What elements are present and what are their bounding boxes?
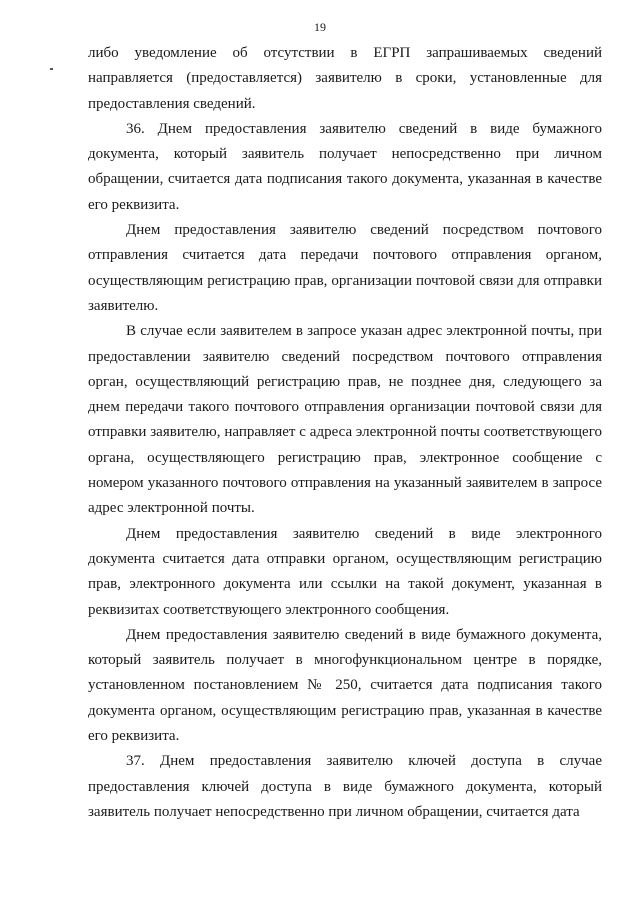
paragraph-electronic-document: Днем предоставления заявителю сведений в виде электронного документа считается дата отправки органом, осуществляющим регистрацию прав, электронного документа или ссылки на такой документ, указанная в реквизитах соответствующего электронного сообщения. [88,525,602,618]
paragraph-continuation: либо уведомление об отсутствии в ЕГРП запрашиваемых сведений направляется (предоставляется) заявителю в сроки, установленные для предоставления сведений. [88,45,602,112]
paragraph-item-36: 36. Днем предоставления заявителю сведений в виде бумажного документа, который заявитель получает непосредственно при личном обращении, считается дата подписания такого документа, указанная в качестве его реквизита. [88,120,602,213]
paragraph-mfc-document: Днем предоставления заявителю сведений в виде бумажного документа, который заявитель получает в многофункциональном центре в порядке, установленном постановлением № 250, считается дата подписания такого документа органом, осуществляющим регистрацию прав, указанная в качестве его реквизита. [88,626,602,745]
paragraph-postal-delivery: Днем предоставления заявителю сведений посредством почтового отправления считается дата передачи почтового отправления органом, осуществляющим регистрацию прав, организации почтовой связи для отправки заявителю. [88,222,602,314]
page-number: 19 [314,20,326,34]
paragraph-email-notification: В случае если заявителем в запросе указан адрес электронной почты, при предоставлении заявителю сведений посредством почтового отправления орган, осуществляющий регистрацию прав, не позднее дня, следующего за днем передачи такого почтового отправления организации почтовой связи для отправки заявителю, направляет с адреса электронной почты соответствующего органа, осуществляющего регистрацию прав, электронное сообщение с номером указанного почтового отправления на указанный заявителем в запросе адрес электронной почты. [88,323,602,517]
document-body [88,41,602,825]
scan-mark [50,68,53,70]
paragraph-item-37: 37. Днем предоставления заявителю ключей доступа в случае предоставления ключей доступа в виде бумажного документа, который заявитель получает непосредственно при личном обращении, считается дата [88,753,602,820]
